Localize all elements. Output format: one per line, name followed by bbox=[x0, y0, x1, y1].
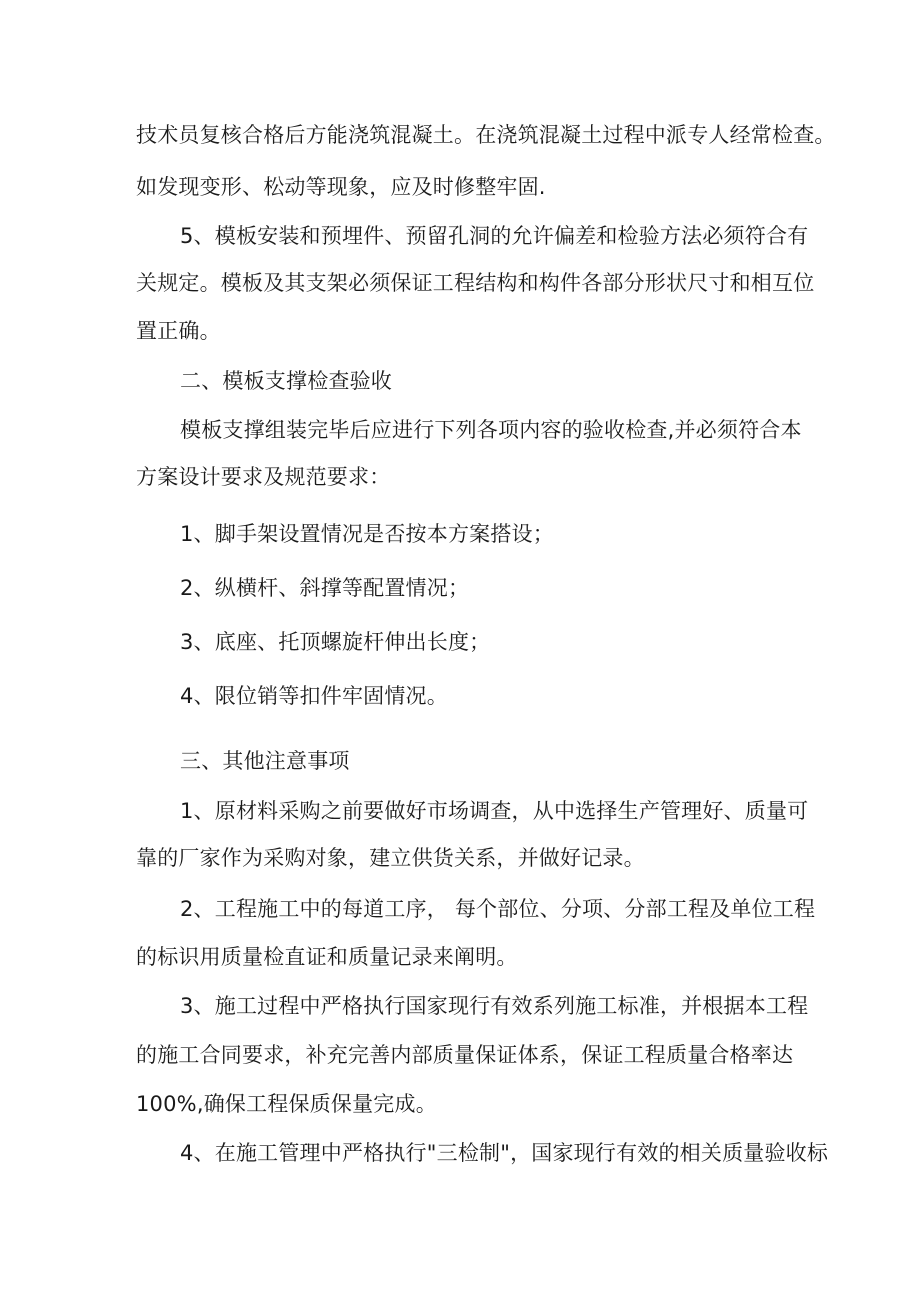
text-line: 靠的厂家作为采购对象，建立供货关系，并做好记录。 bbox=[136, 846, 645, 870]
list-item: 2、纵横杆、斜撑等配置情况； bbox=[180, 576, 470, 600]
text-line: 100%,确保工程保质保量完成。 bbox=[136, 1092, 437, 1116]
text-line: 方案设计要求及规范要求： bbox=[136, 465, 391, 489]
text-line: 的施工合同要求，补充完善内部质量保证体系，保证工程质量合格率达 bbox=[136, 1043, 794, 1067]
section-heading: 二、模板支撑检查验收 bbox=[180, 369, 392, 393]
list-item: 4、限位销等扣件牢固情况。 bbox=[180, 684, 448, 708]
text-line: 2、工程施工中的每道工序， 每个部位、分项、分部工程及单位工程 bbox=[180, 897, 816, 921]
text-line: 3、施工过程中严格执行国家现行有效系列施工标准，并根据本工程 bbox=[180, 994, 809, 1018]
list-item: 1、脚手架设置情况是否按本方案搭设； bbox=[180, 522, 554, 546]
text-line: 关规定。模板及其支架必须保证工程结构和构件各部分形状尺寸和相互位 bbox=[136, 271, 815, 295]
text-line: 4、在施工管理中严格执行"三检制"，国家现行有效的相关质量验收标 bbox=[180, 1141, 829, 1165]
text-line: 模板支撑组装完毕后应进行下列各项内容的验收检查,并必须符合本 bbox=[180, 418, 802, 442]
text-line: 5、模板安装和预埋件、预留孔洞的允许偏差和检验方法必须符合有 bbox=[180, 224, 809, 248]
list-item: 3、底座、托顶螺旋杆伸出长度； bbox=[180, 630, 491, 654]
text-line: 1、原材料采购之前要做好市场调查，从中选择生产管理好、质量可 bbox=[180, 799, 809, 823]
text-line: 如发现变形、松动等现象，应及时修整牢固. bbox=[136, 175, 546, 199]
text-line: 技术员复核合格后方能浇筑混凝土。在浇筑混凝土过程中派专人经常检查。 bbox=[136, 123, 836, 147]
text-line: 置正确。 bbox=[136, 319, 221, 343]
section-heading: 三、其他注意事项 bbox=[180, 749, 350, 773]
text-line: 的标识用质量检直证和质量记录来阐明。 bbox=[136, 945, 518, 969]
